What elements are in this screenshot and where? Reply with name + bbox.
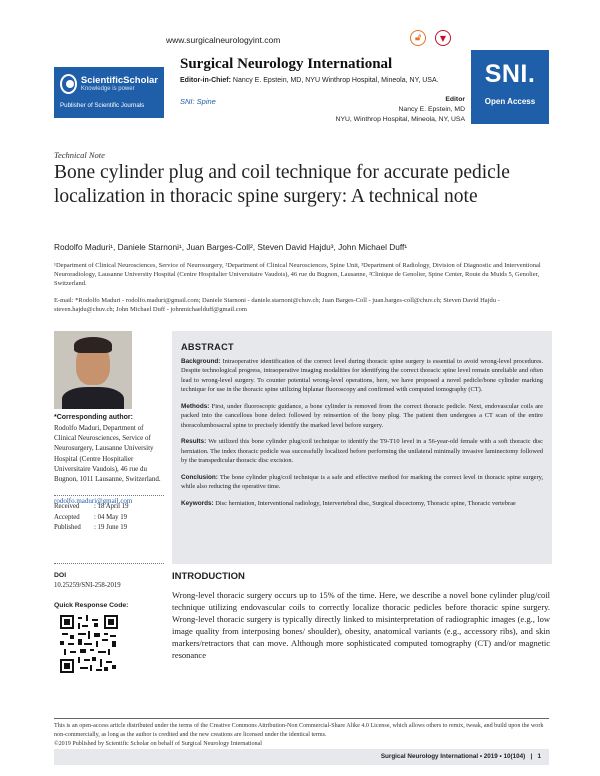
abstract-heading: ABSTRACT bbox=[181, 342, 234, 352]
affiliations: ¹Department of Clinical Neurosciences, Service of Neurosurgery, ²Department of Clinical Neurosciences, Spine Unit, ³Department of Radiology, Division of Diagnostic and Interventional Neuroradiology, Lausanne University Hospital (Centre Hospitalier Universitaire Vaudois), 46 rue du Bugnon, Lausanne, ²Clinique de Genolier, Spine Center, Route du Muids 5, Genolier, Switzerland. bbox=[54, 262, 541, 288]
doi-label: DOI bbox=[54, 572, 67, 579]
bookmark-icon[interactable]: ▼ bbox=[435, 30, 451, 46]
publisher-logo-icon bbox=[60, 74, 77, 94]
license-text bbox=[54, 722, 549, 748]
publisher-name: ScientificScholar bbox=[80, 75, 158, 87]
citation-and-page: Surgical Neurology International • 2019 • 10(104) | 1 bbox=[380, 753, 541, 760]
section-editor-name: Nancy E. Epstein, MD bbox=[398, 105, 465, 113]
corresponding-email[interactable]: rodolfo.maduri@gmail.com bbox=[54, 496, 133, 505]
corresponding-address: Rodolfo Maduri, Department of Clinical Neurosciences, Service of Neurosurgery, Lausanne University Hospital (Centre Hospitalier Universitaire Vaudois), 46 rue du Bugnon, 1011 Lausanne, Switzerland. bbox=[54, 424, 161, 483]
sni-logo: SNI. bbox=[484, 60, 536, 88]
introduction-text: Wrong-level thoracic surgery occurs up to 15% of the time. Here, we describe a novel bone cylinder plug/coil technique utilizing endovascular coils to correctly localize thoracic pedicles before thoracic spine surgery. Wrong-level thoracic surgery is typically directly linked to misinterpretation of radiographic images (e.g., low image quality from interposing bones/ shoulder), obesity, anatomical variants (e.g., accessory ribs), and skin markers/retractors that can move. Although more sophisticated computed tomography (CT) and/or magnetic resonance bbox=[172, 590, 550, 661]
editor-label: Editor-in-Chief: bbox=[180, 77, 231, 84]
license-statement: This is an open-access article distributed under the terms of the Creative Commons Attribution-Non Commercial-Share Alike 4.0 License, which allows others to remix, tweak, and build upon the work non-commercially, as long as the author is credited and the new creations are licensed under the identical terms. bbox=[54, 723, 544, 738]
abstract-conclusion: Conclusion: The bone cylinder plug/coil technique is a safe and effective method for marking the correct level in thoracic spine surgery, while also reducing the operative time. bbox=[181, 473, 543, 491]
date-row: Received : 18 April 19 bbox=[54, 503, 129, 510]
date-row: Accepted : 04 May 19 bbox=[54, 513, 128, 521]
sni-brand-box[interactable] bbox=[471, 50, 549, 124]
abstract-methods: Methods: First, under fluoroscopic guidance, a bone cylinder is removed from the correct thoracic pedicle. Next, endovascular coils are packed into the cancellous bone defect followed by reinsertion of the bony plug. The patient then undergoes a CT scan of the entire thoracolumbosacral spine to precisely identify the marked level before surgery. bbox=[181, 402, 543, 429]
footer-bar bbox=[54, 749, 549, 765]
article-type: Technical Note bbox=[54, 150, 105, 160]
section-tag: SNI: Spine bbox=[180, 97, 216, 106]
doi-block bbox=[54, 571, 121, 591]
publisher-logo[interactable] bbox=[54, 67, 164, 118]
journal-header bbox=[0, 0, 600, 132]
page-number: 1 bbox=[537, 753, 541, 760]
corresponding-label: *Corresponding author: bbox=[54, 414, 133, 421]
divider bbox=[54, 495, 164, 496]
editor-name: Nancy E. Epstein, MD, NYU Winthrop Hospital, Mineola, NY, USA. bbox=[232, 77, 439, 84]
section-editor-role: Editor bbox=[445, 96, 465, 103]
paper-title: Bone cylinder plug and coil technique for accurate pedicle localization in thoracic spine surgery: A technical note bbox=[54, 162, 510, 207]
publication-dates bbox=[54, 502, 164, 534]
abstract-results: Results: We utilized this bone cylinder plug/coil technique to identify the T9-T10 level in a 56-year-old female with a soft thoracic disc herniation. The index thoracic pedicle was successfully localized before performing the unilateral minimally invasive laminectomy followed by the transpedicular thoracic disc excision. bbox=[181, 438, 544, 465]
open-access-icon[interactable]: 🔓︎ bbox=[410, 30, 426, 46]
section-editor-affiliation: NYU, Winthrop Hospital, Mineola, NY, USA bbox=[335, 115, 465, 123]
abstract-box bbox=[172, 331, 552, 564]
abstract-background: Background: Intraoperative identification of the correct level during thoracic spine surgery is essential to avoid wrong-level procedures. Despite technological progress, intraoperative imaging modalities for identifying the correct thoracic spine level remain unreliable and often lead to wrong-level surgery. To counter potential wrong-level operations, here, we have proposed a novel pedicle/bone cylinder marking technique for use in the thoracic spine utilizing biplanar fluoroscopy and confirmed with computed tomography (CT). bbox=[181, 358, 543, 394]
journal-url[interactable]: www.surgicalneurologyint.com bbox=[166, 35, 281, 45]
header-icons bbox=[410, 30, 451, 46]
journal-citation: Surgical Neurology International • 2019 • 10(104) bbox=[380, 753, 526, 760]
date-row: Published : 19 June 19 bbox=[54, 524, 128, 532]
publisher-subtitle: Publisher of Scientific Journals bbox=[60, 102, 145, 109]
doi-value[interactable]: 10.25259/SNI-258-2019 bbox=[54, 581, 121, 589]
publisher-tagline: Knowledge is power bbox=[80, 85, 135, 92]
copyright: ©2019 Published by Scientific Scholar on behalf of Surgical Neurology International bbox=[54, 740, 262, 747]
author-emails: E-mail: *Rodolfo Maduri - rodolfo.maduri@gmail.com; Daniele Starnoni - daniele.starnoni@chuv.ch; Juan Barges-Coll - juan.barges-coll@chuv.ch; Steven David Hajdu - steven.hajdu@chuv.ch; John Michael Duff - johnmichaelduff@gmail.com bbox=[54, 297, 500, 314]
footer-divider bbox=[54, 718, 549, 719]
abstract-keywords: Keywords: Disc herniation, Interventional radiology, Intervertebral disc, Surgical discectomy, Thoracic spine, Thoracic vertebrae bbox=[181, 499, 516, 507]
author-photo bbox=[54, 331, 132, 409]
divider bbox=[54, 563, 164, 564]
author-list: Rodolfo Maduri¹, Daniele Starnoni¹, Juan Barges-Coll², Steven David Hajdu³, John Michael Duff¹ bbox=[54, 242, 408, 252]
journal-title: Surgical Neurology International bbox=[180, 56, 393, 72]
section-editor bbox=[330, 95, 465, 125]
introduction-heading: INTRODUCTION bbox=[172, 571, 245, 582]
open-access-label: Open Access bbox=[484, 97, 536, 106]
journal-info bbox=[180, 56, 470, 84]
qr-code[interactable] bbox=[60, 615, 118, 673]
qr-label: Quick Response Code: bbox=[54, 602, 129, 609]
corresponding-author bbox=[54, 413, 164, 506]
editor-in-chief bbox=[180, 77, 470, 84]
